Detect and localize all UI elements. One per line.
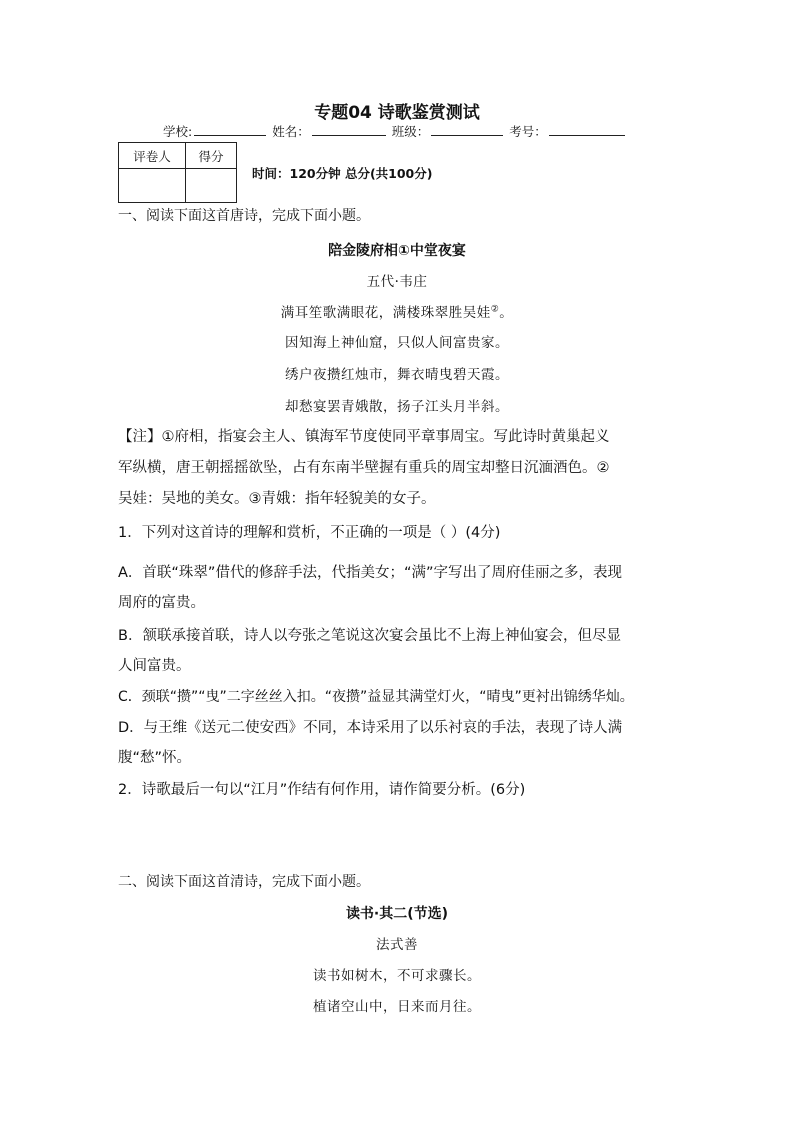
poem1-line-4: 却愁宴罢青娥散，扬子江头月半斜。 [285,399,509,415]
name-label: 姓名： [272,124,310,139]
section2-heading: 二、阅读下面这首清诗，完成下面小题。 [118,874,370,890]
name-field[interactable] [312,123,386,136]
grader-header: 评卷人 [119,143,186,169]
question-2: 2．诗歌最后一句以“江月”作结有何作用，请作简要分析。(6分) [118,782,526,798]
student-info-line [163,122,627,140]
option-c: C．颈联“攒”“曳”二字丝丝入扣。“夜攒”益显其满堂灯火，“晴曳”更衬出锦绣华灿。 [118,689,634,705]
score-table [118,142,237,203]
poem1-author: 五代·韦庄 [366,274,428,290]
exam-number-label: 考号： [509,124,547,139]
school-field[interactable] [194,123,266,136]
option-d-line-1: D．与王维《送元二使安西》不同，本诗采用了以乐衬哀的手法，表现了诗人满 [118,720,623,736]
page-title: 专题04 诗歌鉴赏测试 [314,103,480,123]
note-line-2: 军纵横，唐王朝摇摇欲坠，占有东南半壁握有重兵的周宝却整日沉湎酒色。② [118,460,610,476]
poem1-line-3: 绣户夜攒红烛市，舞衣晴曳碧天霞。 [285,367,509,383]
poem2-line-2: 植诸空山中，日来而月往。 [313,999,481,1015]
score-cell[interactable] [186,169,237,203]
option-b-line-2: 人间富贵。 [118,658,191,674]
class-label: 班级： [391,124,430,139]
score-header: 得分 [186,143,237,169]
exam-number-field[interactable] [549,123,625,136]
poem1-line-1: 满耳笙歌满眼花，满楼珠翠胜吴娃②。 [280,304,514,321]
poem1-title: 陪金陵府相①中堂夜宴 [328,243,466,259]
grader-cell[interactable] [119,169,186,203]
note-line-1: 【注】①府相，指宴会主人、镇海军节度使同平章事周宝。写此诗时黄巢起义 [118,429,610,445]
poem2-line-1: 读书如树木，不可求骤长。 [313,968,481,984]
poem1-line-2: 因知海上神仙窟，只似人间富贵家。 [285,335,509,351]
time-info: 时间：120分钟 总分(共100分) [252,166,433,181]
poem2-author: 法式善 [376,937,418,953]
option-a-line-2: 周府的富贵。 [118,595,205,611]
option-b-line-1: B．颔联承接首联，诗人以夸张之笔说这次宴会虽比不上海上神仙宴会，但尽显 [118,628,621,644]
question-1: 1．下列对这首诗的理解和赏析，不正确的一项是（ ）(4分) [118,525,501,541]
option-d-line-2: 腹“愁”怀。 [118,750,192,766]
footnote-marker: ② [490,304,500,315]
section1-heading: 一、阅读下面这首唐诗，完成下面小题。 [118,208,370,224]
option-a-line-1: A．首联“珠翠”借代的修辞手法，代指美女；“满”字写出了周府佳丽之多，表现 [118,565,622,581]
poem2-title: 读书·其二(节选) [345,906,449,922]
school-label: 学校: [163,124,193,139]
note-line-3: 吴娃：吴地的美女。③青娥：指年轻貌美的女子。 [118,491,436,507]
class-field[interactable] [431,123,503,136]
